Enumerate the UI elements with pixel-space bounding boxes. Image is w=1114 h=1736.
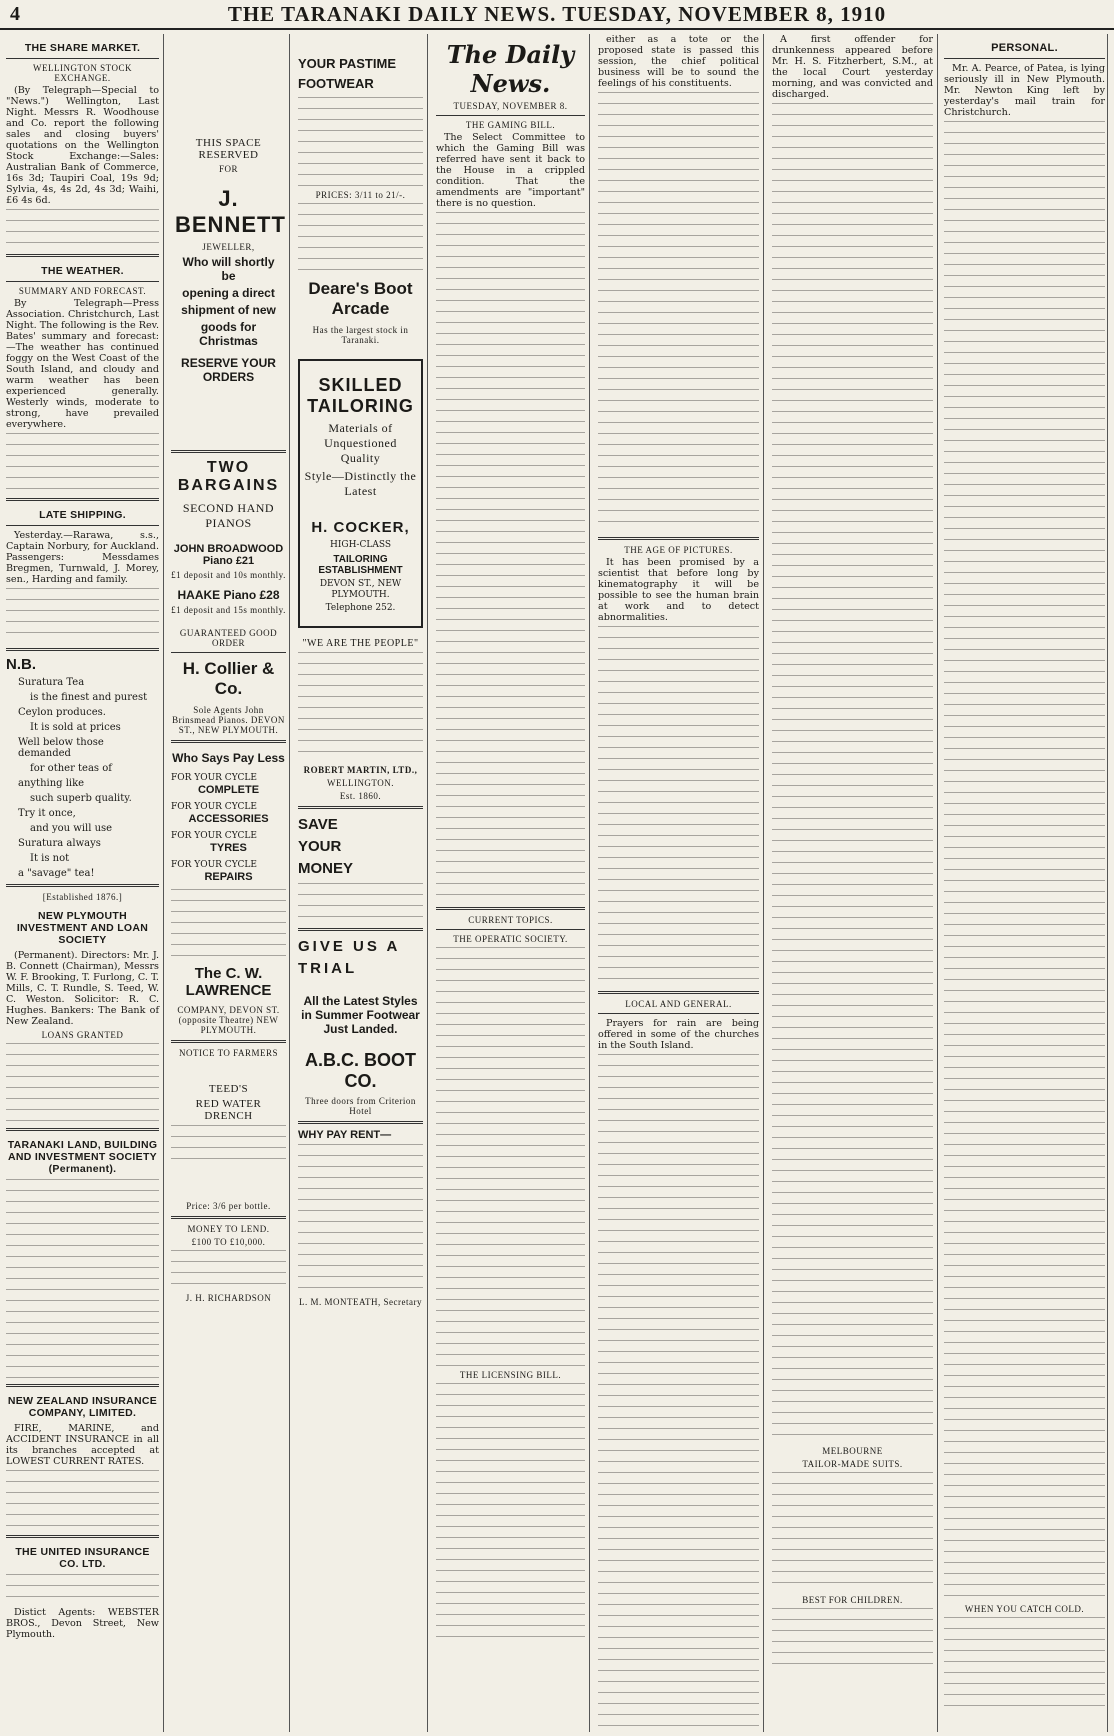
collier: H. Collier & Co. — [182, 659, 275, 698]
cycle-label: FOR YOUR CYCLE — [171, 860, 257, 870]
high-class: HIGH-CLASS — [329, 540, 392, 550]
nb-line: Well below those demanded — [18, 737, 104, 759]
weather-sub: SUMMARY AND FORECAST. — [18, 286, 147, 296]
pay-less: Who Says Pay Less — [172, 751, 285, 765]
nb-line: Try it once, — [18, 808, 76, 819]
nb-line: Suratura Tea — [18, 677, 85, 688]
established: [Established 1876.] — [42, 892, 123, 902]
pastime-footwear: YOUR PASTIME FOOTWEAR — [298, 56, 396, 91]
column-2 — [168, 34, 290, 1732]
nb-line: Ceylon produces. — [18, 707, 106, 718]
society-heading: NEW PLYMOUTH INVESTMENT AND LOAN SOCIETY — [16, 910, 149, 946]
deare-sub: Has the largest stock in Taranaki. — [312, 325, 409, 345]
cycle-item: COMPLETE — [197, 784, 260, 796]
col6-text: A first offender for drunkenness appeared before Mr. H. S. Fitzherbert, S.M., at the local Court yesterday morning, and was convicted and discharged. — [772, 34, 933, 100]
local-text: Prayers for rain are being offered in some of the churches in the South Island. — [598, 1018, 759, 1051]
column-7 — [942, 34, 1108, 1732]
bennett-line-2: opening a direct — [182, 286, 275, 300]
weather-text: By Telegraph—Press Association. Christchurch, Last Night. The following is the Rev. Bates' summary and forecast:—The weather has continued foggy on the West Coast of the South Island, and cloudy and warm weather has been experienced generally. Westerly winds, moderate to strong, have prevailed everywhere. — [6, 298, 159, 430]
cycle-label: FOR YOUR CYCLE — [171, 831, 257, 841]
nb-line: It is not — [30, 853, 70, 864]
current-topics: CURRENT TOPICS. — [468, 915, 553, 925]
skilled-tailoring: SKILLED TAILORING — [307, 375, 414, 416]
broadwood: JOHN BROADWOOD Piano £21 — [173, 543, 284, 567]
abc-boot: A.B.C. BOOT CO. — [305, 1050, 416, 1091]
editorial-date: TUESDAY, NOVEMBER 8. — [453, 101, 568, 111]
footwear-prices: PRICES: 3/11 to 21/-. — [315, 190, 406, 200]
cycle-item: REPAIRS — [204, 871, 253, 883]
drench-price: Price: 3/6 per bottle. — [186, 1201, 271, 1211]
nz-insurance: NEW ZEALAND INSURANCE COMPANY, LIMITED. — [7, 1395, 158, 1419]
personal-heading: PERSONAL. — [991, 42, 1058, 54]
personal-text: Mr. A. Pearce, of Patea, is lying seriously ill in New Plymouth. Mr. Newton King left by yesterday's mail train for Christchurch. — [944, 63, 1105, 118]
cycle-row — [171, 831, 286, 854]
nb-line: for other teas of — [30, 763, 112, 774]
share-text: (By Telegraph—Special to "News.") Wellington, Last Night. Messrs R. Woodhouse and Co. report the following sales and closing buyers' quotations on the Wellington Stock Exchange:—Sales: Australian Bank of Commerce, 16s 3d; Taupiri Coal, 19s 9d; Sylvia, 4s, 4s 2d, 4s 3d; Waihi, £6 4s 6d. — [6, 85, 159, 206]
cycle-row — [171, 802, 286, 825]
cocker-phone: Telephone 252. — [325, 603, 396, 613]
haake: HAAKE Piano £28 — [177, 588, 280, 602]
catch-cold: WHEN YOU CATCH COLD. — [964, 1604, 1085, 1614]
monteath: L. M. MONTEATH, Secretary — [299, 1297, 422, 1307]
best-for-children: BEST FOR CHILDREN. — [802, 1595, 903, 1605]
nb-line: such superb quality. — [30, 793, 132, 804]
deare-arcade: Deare's Boot Arcade — [308, 279, 413, 318]
newspaper-title: THE TARANAKI DAILY NEWS. TUESDAY, NOVEMBER 8, 1910 — [227, 1, 887, 26]
daily-news-title: The Daily News. — [446, 40, 575, 98]
richardson: J. H. RICHARDSON — [185, 1293, 272, 1303]
broadwood-terms: £1 deposit and 10s monthly. — [171, 570, 286, 580]
society-text: (Permanent). Directors: Mr. J. B. Connett (Chairman), Messrs W. F. Brooking, T. Furlong, C. T. Mills, C. T. Rundle, S. Teed, W. C. Weston. Solicitor: R. C. Hughes. Bankers: The Bank of New Zealand. — [6, 950, 159, 1027]
weather-heading: THE WEATHER. — [41, 265, 124, 277]
guaranteed: GUARANTEED GOOD ORDER — [179, 628, 278, 648]
col5-text: either as a tote or the proposed state is passed this session, the chief political business will be to sound the feelings of his constituents. — [598, 34, 759, 89]
cycle-label: FOR YOUR CYCLE — [171, 773, 257, 783]
lawrence: The C. W. LAWRENCE — [185, 965, 272, 999]
haake-terms: £1 deposit and 15s monthly. — [171, 605, 286, 615]
reserve-orders: RESERVE YOUR ORDERS — [181, 356, 276, 384]
nb-tea-ad — [6, 677, 159, 879]
bennett-line-1: Who will shortly be — [182, 255, 275, 283]
agents-text: Distict Agents: WEBSTER BROS., Devon Street, New Plymouth. — [6, 1607, 159, 1640]
teeds: TEED'S — [208, 1083, 249, 1095]
share-sub: WELLINGTON STOCK EXCHANGE. — [33, 63, 132, 83]
jeweller: JEWELLER, — [202, 242, 255, 252]
lawrence-sub: COMPANY, DEVON ST. (opposite Theatre) NEW PLYMOUTH. — [177, 1005, 280, 1035]
operatic-heading: THE OPERATIC SOCIETY. — [453, 934, 568, 944]
loans-heading: LOANS GRANTED — [41, 1030, 124, 1040]
building-heading: TARANAKI LAND, BUILDING AND INVESTMENT SOCIETY (Permanent). — [7, 1139, 158, 1175]
local-general: LOCAL AND GENERAL. — [625, 999, 732, 1009]
cycle-row — [171, 860, 286, 883]
column-6 — [768, 34, 938, 1732]
we-are-the-people: "WE ARE THE PEOPLE" — [302, 638, 419, 649]
cocker-address: DEVON ST., NEW PLYMOUTH. — [319, 579, 402, 600]
robert-city: WELLINGTON. — [326, 778, 395, 788]
money-amount: £100 TO £10,000. — [191, 1237, 266, 1247]
latest-styles: All the Latest Styles in Summer Footwear Just Landed. — [301, 994, 420, 1036]
give-us-a-trial: GIVE US A TRIAL — [298, 938, 400, 977]
age-of-pictures: THE AGE OF PICTURES. — [624, 545, 733, 555]
bennett-line-3: shipment of new — [181, 303, 276, 317]
cycle-item: ACCESSORIES — [188, 813, 269, 825]
robert-martin: ROBERT MARTIN, LTD., — [303, 765, 418, 775]
page-number: 4 — [10, 2, 20, 25]
drench: RED WATER DRENCH — [195, 1098, 262, 1122]
share-market-heading: THE SHARE MARKET. — [24, 42, 141, 54]
second-hand: SECOND HAND PIANOS — [182, 501, 275, 530]
bennett-line-4: goods for Christmas — [199, 320, 258, 348]
farmers: NOTICE TO FARMERS — [178, 1048, 278, 1058]
age-text: It has been promised by a scientist that before long by kinematography it will be possible to see the human brain at work and to detect abnormalities. — [598, 557, 759, 623]
gaming-text: The Select Committee to which the Gaming Bill was referred have sent it back to the House in a crippled condition. That the amendments are "important" there is no question. — [436, 132, 585, 209]
tailoring-materials: Materials of Unquestioned Quality — [324, 421, 397, 465]
nb-line: anything like — [18, 778, 85, 789]
money-to-lend: MONEY TO LEND. — [187, 1224, 270, 1234]
tailoring-est: TAILORING ESTABLISHMENT — [318, 554, 403, 576]
two-bargains: TWO BARGAINS — [177, 459, 280, 494]
cycle-item: TYRES — [210, 842, 247, 854]
why-pay-rent: WHY PAY RENT— — [298, 1129, 392, 1141]
tailor-made: TAILOR-MADE SUITS. — [802, 1459, 903, 1469]
nb-line: It is sold at prices — [30, 722, 121, 733]
column-1 — [6, 34, 164, 1732]
shipping-text: Yesterday.—Rarawa, s.s., Captain Norbury, for Auckland. Passengers: Messdames Bregmen, Turnwald, J. Morey, sen., Harding and family. — [6, 530, 159, 585]
column-5 — [594, 34, 764, 1732]
abc-sub: Three doors from Criterion Hotel — [305, 1096, 416, 1116]
fire-text: FIRE, MARINE, and ACCIDENT INSURANCE in all its branches accepted at LOWEST CURRENT RATES. — [6, 1423, 159, 1467]
licensing-heading: THE LICENSING BILL. — [459, 1370, 562, 1380]
melbourne: MELBOURNE — [822, 1446, 883, 1456]
tailoring-style: Style—Distinctly the Latest — [304, 469, 417, 498]
column-4 — [432, 34, 590, 1732]
cycle-row — [171, 773, 286, 796]
shipping-heading: LATE SHIPPING. — [39, 509, 126, 521]
united-insurance: THE UNITED INSURANCE CO. LTD. — [15, 1546, 150, 1570]
collier-sub: Sole Agents John Brinsmead Pianos. DEVON ST., NEW PLYMOUTH. — [172, 705, 285, 735]
robert-est: Est. 1860. — [339, 791, 382, 801]
cycle-label: FOR YOUR CYCLE — [171, 802, 257, 812]
bennett-name: J. BENNETT — [175, 186, 286, 237]
nb-line: a "savage" tea! — [18, 868, 95, 879]
cycle-ad — [171, 773, 286, 883]
for-text: FOR — [218, 164, 238, 174]
reserved-text: THIS SPACE RESERVED — [195, 137, 262, 161]
nb-line: Suratura always — [18, 838, 101, 849]
masthead — [0, 0, 1114, 30]
gaming-heading: THE GAMING BILL. — [465, 120, 556, 130]
save-your-money: SAVE YOUR MONEY — [298, 816, 354, 877]
nb-line: and you will use — [30, 823, 113, 834]
nb-line: is the finest and purest — [30, 692, 148, 703]
nb-heading: N.B. — [6, 656, 36, 673]
cocker-name: H. COCKER, — [311, 519, 410, 536]
column-3 — [294, 34, 428, 1732]
